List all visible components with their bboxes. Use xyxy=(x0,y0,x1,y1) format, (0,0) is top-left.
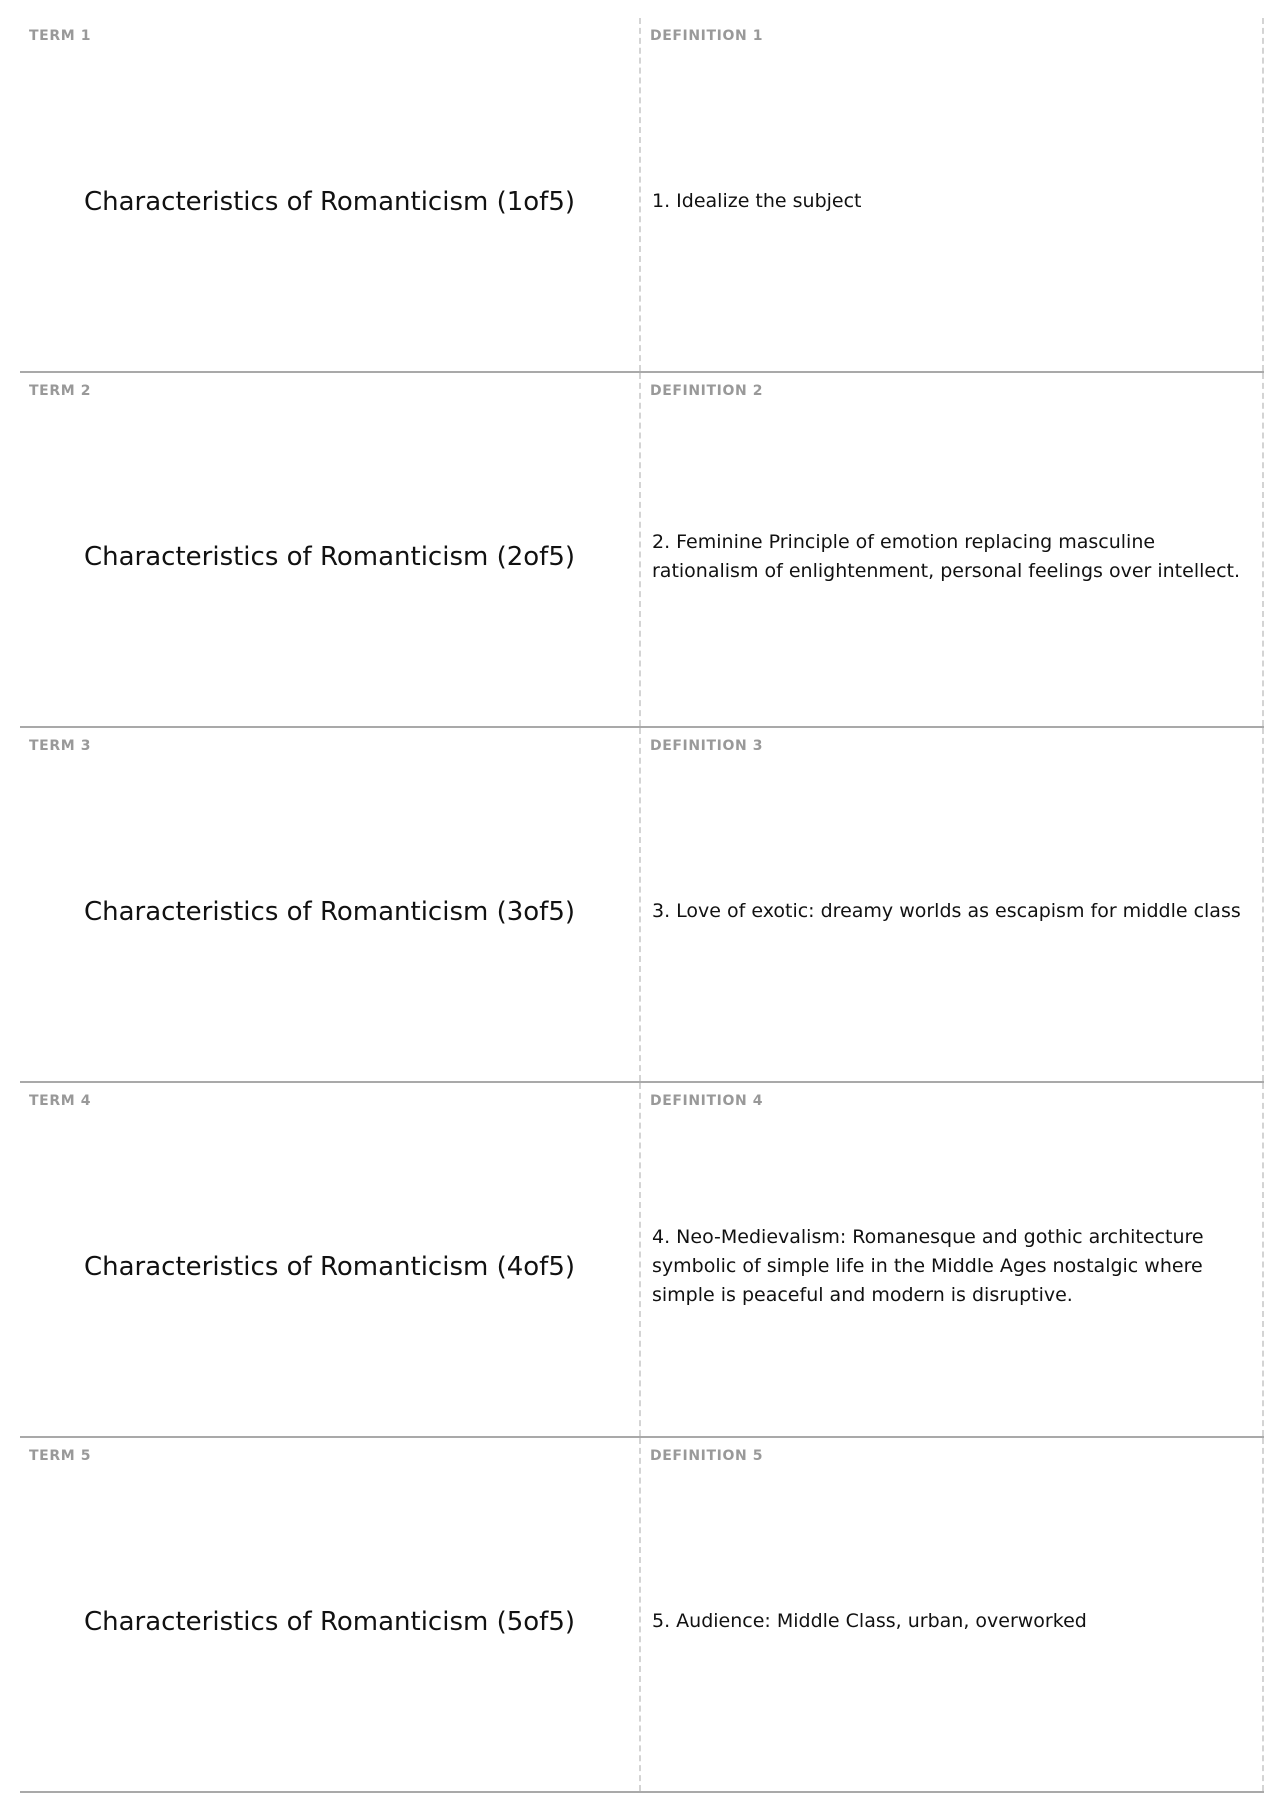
definition-text: 1. Idealize the subject xyxy=(652,190,862,212)
definition-label: DEFINITION 1 xyxy=(650,28,764,44)
term-text: Characteristics of Romanticism (5of5) xyxy=(83,1606,576,1637)
term-cell xyxy=(20,373,641,726)
term-text: Characteristics of Romanticism (4of5) xyxy=(83,1251,576,1282)
definition-text: 3. Love of exotic: dreamy worlds as escapism for middle class xyxy=(652,900,1241,922)
card-row-2 xyxy=(20,373,1264,728)
card-row-1 xyxy=(20,18,1264,373)
flashcard-sheet xyxy=(20,18,1264,1793)
definition-text: 4. Neo-Medievalism: Romanesque and gothic architecture symbolic of simple life in the Middle Ages nostalgic where simple is peaceful and modern is disruptive. xyxy=(652,1226,1204,1306)
definition-cell xyxy=(641,728,1264,1081)
card-row-5 xyxy=(20,1438,1264,1793)
definition-text: 2. Feminine Principle of emotion replacing masculine rationalism of enlightenment, personal feelings over intellect. xyxy=(652,530,1240,582)
definition-cell xyxy=(641,1083,1264,1436)
term-cell xyxy=(20,728,641,1081)
term-label: TERM 2 xyxy=(29,383,92,399)
definition-cell xyxy=(641,18,1264,371)
definition-label: DEFINITION 5 xyxy=(650,1448,764,1464)
term-label: TERM 5 xyxy=(29,1448,92,1464)
definition-label: DEFINITION 3 xyxy=(650,738,764,754)
term-cell xyxy=(20,18,641,371)
term-cell xyxy=(20,1438,641,1791)
card-row-3 xyxy=(20,728,1264,1083)
card-row-4 xyxy=(20,1083,1264,1438)
definition-label: DEFINITION 4 xyxy=(650,1093,764,1109)
definition-label: DEFINITION 2 xyxy=(650,383,764,399)
term-cell xyxy=(20,1083,641,1436)
definition-text: 5. Audience: Middle Class, urban, overworked xyxy=(652,1610,1087,1632)
term-text: Characteristics of Romanticism (1of5) xyxy=(83,186,576,217)
term-text: Characteristics of Romanticism (3of5) xyxy=(83,896,576,927)
term-label: TERM 1 xyxy=(29,28,92,44)
term-text: Characteristics of Romanticism (2of5) xyxy=(83,541,576,572)
term-label: TERM 3 xyxy=(29,738,92,754)
term-label: TERM 4 xyxy=(29,1093,92,1109)
definition-cell xyxy=(641,1438,1264,1791)
definition-cell xyxy=(641,373,1264,726)
